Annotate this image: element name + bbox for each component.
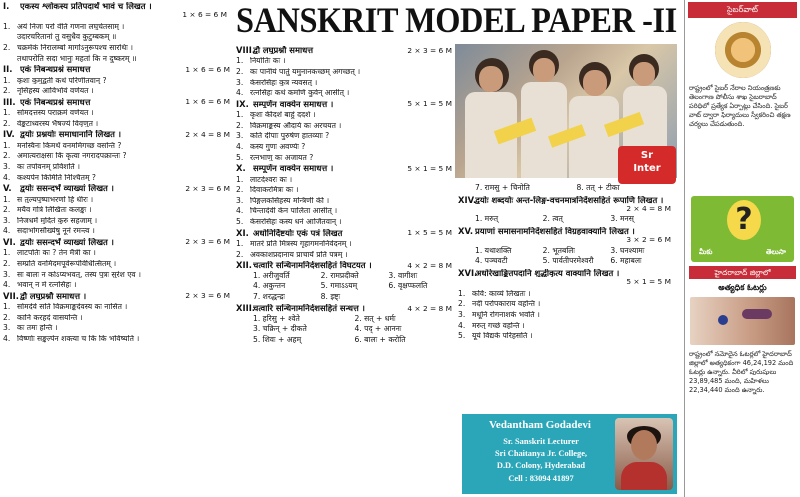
question [0,172,233,183]
q-num: 3. [236,131,244,141]
grid-item: 3. घनश्यामः [610,245,645,255]
sidebar-text: రాష్ట్రంలో సైబర్ నేరాల నియంత్రణకు తెలంగాణ పోలీసు శాఖ సైబరాబాద్ పరిధిలో ప్రత్యేక ఏర్పాట్లు చేసింది. సైబర్ వాట్ ద్వారా ఫిర్యాదులు స్వీకరించి తక్షణ చర్యలు చేపడుతుంది. [689,84,791,128]
section-title: द्वयोः ससन्दर्भं व्याख्यां लिखत । [20,237,114,247]
q-text: सदाभोगसौख्येषु नूनं रमन्त्व । [17,227,95,235]
q-num: 2. [3,151,11,161]
grid-item: 5. शिवः + अहम् [253,334,302,344]
did-you-know-2: తెలుసా [765,248,786,256]
section-number: IX. [236,98,249,109]
question [233,130,455,141]
section-marks: 2 × 3 = 6 M [407,45,452,55]
question [0,161,233,172]
teacher-photo [615,418,673,490]
grid-item: 6. बालः + करोति [354,334,406,344]
grid-item: 5. पार्वतीपरमेश्वरौ [542,256,594,266]
question [0,42,233,53]
q-text: दिवाकरमित्रः कः । [250,186,299,194]
q-num: 2. [3,205,11,215]
question [455,330,677,341]
grid-item: 1. मरुत् [475,214,499,224]
q-text: सः बालः न कोऽप्यभवत्, तस्य पुत्रः सुरेश एव । [17,270,141,279]
q-text: कति दीपाः पुरुषेण हातव्याः ? [250,132,330,140]
q-text: वेङ्कटाध्वरस्य भैषज्यं विवृणुत । [17,119,99,128]
grid-item: 2. रामप्रदीक्ते [320,270,359,280]
q-num: 1. [3,108,11,118]
section-number: IV. [3,129,15,140]
q-num: 2. [3,118,11,128]
q-text: नृसिंहस्य आविर्भावं वर्णयत । [17,87,94,95]
section-marks: 5 × 1 = 5 M [626,277,671,287]
section-7 [0,290,233,301]
question [233,184,455,195]
section-title: प्रयाणां समासनामनिर्देशसहितं विग्रहवाक्यानि लिखत । [475,227,635,236]
section-title: चत्वारि सन्धिनामनिर्दशसहितं विघटयत । [253,261,372,270]
q-num: 4. [236,141,244,151]
section-title: द्वौ लघुप्रश्नौ समाधत्त [253,46,314,55]
word-grid [455,214,677,225]
question [233,77,455,88]
grid-item: 1. यथाशक्ति [475,245,512,255]
q-text: केसरसिंहः कुत्र न्यवसत् । [250,78,318,87]
column-1 [0,0,233,497]
section-number: XI. [236,227,249,238]
q-num: 1. [3,302,11,312]
q-text: कः तपोवनम् प्रविशति । [17,162,81,171]
q-text: मयैव गोत्रे लिखितः कलङ्कः । [17,206,92,214]
q-num: 2. [458,299,466,309]
q-num: 4. [236,88,244,98]
q-text: केसरसिंहः कस्य धनं आर्जितवान् । [250,217,342,226]
question [233,205,455,216]
section-number: X. [236,163,246,174]
q-text: मातरं प्रति मित्रस्य गृहागमननिवेदनम् । [250,239,352,248]
q-num: 1. [236,174,244,184]
q-num: 5. [458,331,466,341]
section-marks: 5 × 1 = 5 M [407,163,452,173]
q-num: 3. [458,310,466,319]
q-text: निर्यातिः कः । [250,57,286,65]
section-title: सम्पूर्णेन वाक्येन समाधत्त । [253,99,334,109]
sandhi-grid [233,314,455,346]
section-11 [233,227,455,238]
grid-item: 4. अकुन्तन [253,281,286,291]
teacher-role: Sr. Sanskrit Lecturer [503,437,579,446]
question [0,269,233,280]
q-text: विक्रमाङ्कस्य औदार्य कः अरचयत । [250,121,342,130]
question [233,238,455,249]
question [0,215,233,226]
q-num: 2. [3,43,11,52]
q-num: 2. [3,312,11,322]
section-marks: 1 × 6 = 6 M [185,97,230,107]
grid-item: 1. हरिसु + श्वेते [253,313,300,323]
section-marks: 2 × 3 = 6 M [185,237,230,247]
q-num: 2. [3,258,11,268]
section-title: अधोनिर्दिष्टयोः एकं पत्रं लिखत [253,228,343,237]
section-number: XIII. [236,303,255,314]
section-number: XII. [236,260,252,271]
question [0,301,233,312]
section-13 [233,302,455,313]
section-marks: 2 × 3 = 6 M [185,183,230,193]
section-number: XV. [458,226,474,236]
q-text: स तुल्यपुष्पाभरणो हि धीरः । [17,195,94,204]
did-you-know-1: మీకు [699,248,713,256]
q-num: 3. [3,215,11,225]
q-text: मनस्विनः किमर्थं वनममिगच्छ वसन्ति ? [17,141,122,150]
q-num: 1. [236,238,244,248]
grid-item: 8. तत् + टीका [576,183,620,192]
question [233,174,455,185]
q-text: विष्णोः सङ्कल्पेन शक्त्या च किं कि भविष्यति । [17,334,140,343]
badge-line-2: Inter [633,163,661,174]
grid-item: 4. पद् + आननः [354,324,402,334]
section-marks: 5 × 1 = 5 M [407,99,452,109]
q-num: 5. [236,152,244,162]
q-num: 1. [3,248,11,258]
q-text: चिन्तादेवी केन पालिता आसीत् । [250,207,338,215]
grid-item: 2. भूतबलिः [542,245,575,255]
teacher-college: Sri Chaitanya Jr. College, [494,449,588,458]
question [233,55,455,66]
q-num: 1. [3,194,11,204]
q-text: सम्प्रति वनमिदमपूर्वरूपंविधित्सितम् । [17,259,117,268]
section-marks: 2 × 4 = 8 M [185,129,230,139]
samasa-grid [455,246,677,267]
q-num: 1. [458,288,466,298]
q-text: कस्य गुणः अवर्ण्यः ? [250,142,306,151]
section-title: एकं निबन्धप्रश्नं समाधत्त [20,65,91,74]
q-num: 1. [3,21,11,31]
teacher-address: D.D. Colony, Hyderabad [496,461,586,470]
section-12 [233,259,455,270]
q-text: रत्नभाणु कः अजायत ? [250,153,314,162]
hyderabad-head: హైదరాబాద్ జిల్లాలో [689,266,796,279]
q-text: कवि: काव्यं लिखतः । [472,289,531,298]
section-title: अधोरेखाङ्कितपदानि शुद्धीकृत्य वाक्यानि लिखत । [475,269,620,278]
q-text: रत्नसिंहः कथं कमणि कुर्वन् आसीत् । [250,89,350,97]
grid-item: 2. सत् + धर्मः [354,313,396,323]
q-text: नदी परोपकाराय वहन्ति । [472,300,541,308]
q-num: 1. [3,75,11,85]
grid-item: 5. गमाऽऽयम् [320,281,358,291]
section-marks: 1 × 6 = 6 M [182,10,227,20]
q-text: कश्यपेन किमिति निश्चितम् ? [17,173,96,182]
q-text: कः तमः हन्ति । [17,324,58,332]
question [455,309,677,320]
question [455,288,677,299]
question [0,225,233,236]
q-num: 3. [3,269,11,279]
section-number: II. [3,64,13,75]
q-text: यूयं विद्यके परिहसति । [472,332,533,340]
q-num: 1. [236,110,244,120]
q-text: कानि करहदं वासयन्ति । [17,313,83,322]
question [0,333,233,344]
q-num: 4. [458,320,466,330]
section-number: VIII. [236,45,256,55]
question [0,312,233,323]
sidebar-text-2: రాష్ట్రంలో నమోదైన ఓటర్లలో హైదరాబాద్ జిల్లాలో అత్యధికంగా 46,24,192 మంది ఓటర్లు ఉన్నారు. వీరిలో పురుషులు 23,89,485 మంది, మహిళలు 22,34,440 మంది ఉన్నారు. [689,350,794,394]
q-num: 2. [236,249,244,259]
section-number: VI. [3,236,16,247]
q-text: सोमदत्तस्य पराक्रमं वर्णयत । [17,109,94,117]
grid-item: 3. मनस् [610,214,634,224]
q-text: भवान् न मे रत्नसिंहः । [17,281,77,289]
grid-item: 3. वागीशः [388,270,418,280]
q-num: 4. [3,226,11,236]
sidebar [684,0,800,497]
question [233,120,455,131]
q-num: 3. [3,161,11,171]
question [0,258,233,269]
question [233,249,455,260]
question [0,204,233,215]
question [233,87,455,98]
question [0,21,233,32]
section-marks: 2 × 3 = 6 M [185,291,230,301]
section-marks: 4 × 2 = 8 M [407,260,452,270]
page-title: SANSKRIT MODEL PAPER -II [236,0,677,40]
section-title: द्वयोः शब्दयोः अन्त-लिङ्ग-वचनमात्रनिर्देशसहितं रूपाणि लिखत । [475,195,664,204]
sandhi-grid [233,271,455,303]
section-number: XIV. [458,194,477,205]
grid-item: 6. वृक्षप्फलति [388,281,428,291]
section-number: VII. [3,290,19,301]
section-marks: 4 × 2 = 8 M [407,303,452,313]
grid-item: 3. चक्रिन् + दीकते [253,324,307,334]
question [0,118,233,129]
question [0,150,233,161]
did-you-know-box [691,196,794,262]
q-text: कृशः कुमुद्वतीं कथं परिणीतवान् ? [17,76,107,85]
section-6 [0,236,233,247]
q-num: 4. [3,172,11,182]
sandhi-grid-tail [455,180,677,194]
teacher-name: Vedantham Godadevi [489,419,591,431]
q-text: पिङ्गलकसिंहस्य मन्त्रिणी की । [250,196,330,205]
q-num: 4. [236,206,244,216]
teacher-box [462,414,677,494]
grid-item: 6. महाबलः [610,256,642,266]
section-marks: 2 × 4 = 8 M [626,204,671,213]
question [233,141,455,152]
question [455,298,677,309]
section-10 [233,162,455,173]
section-title: एकस्य श्लोकस्य प्रतिपदार्थं भावं च लिखत । [20,2,152,11]
section-number: V. [3,183,12,194]
section-title: एकं निबन्धप्रश्नं समाधत्त [20,97,91,107]
section-title: सम्पूर्णेन वाक्येन समाधत्त । [253,164,334,173]
section-5 [0,182,233,193]
question [0,75,233,86]
q-text: लाटदेश्वरः कः । [250,175,293,184]
question-cont: तथापरोति सदा भानुः महतां कि न दुष्करम् ॥ [17,53,137,63]
section-number: I. [3,1,10,11]
q-text: कृशः कीदशं बाहुं ददर्श । [250,111,316,119]
sr-inter-badge [618,146,676,184]
section-4 [0,128,233,139]
section-8 [233,44,455,55]
q-num: 1. [236,56,244,66]
q-text: लाटपतिः कः ? तेन मैत्री का । [17,249,96,257]
section-marks: 1 × 5 = 5 M [407,228,452,238]
section-3 [0,96,233,107]
section-title: द्वौ लघुप्रश्नौ समाधत्त । [20,291,87,301]
section-9 [233,98,455,109]
section-title: चत्वारि सन्धिनामनिर्दशसहितं सन्धत्त । [253,304,365,313]
q-num: 2. [236,185,244,195]
section-marks: 1 × 6 = 6 M [185,64,230,74]
q-num: 2. [236,67,244,76]
q-num: 3. [236,195,244,205]
badge-line-1: Sr [640,150,654,161]
section-title: द्वयोः ससन्दर्भं व्याख्यां लिखत । [20,184,114,193]
q-num: 4. [3,280,11,290]
teacher-phone: Cell : 83094 41897 [508,474,574,483]
q-num: 2. [236,120,244,130]
q-num: 1. [3,140,11,150]
q-num: 4. [3,333,11,343]
q-text: चक्रमेकं निरालम्बो मार्गोऽनुरूपश्च सारथिः । [17,44,134,52]
question [233,109,455,120]
question [0,140,233,151]
question [0,322,233,333]
police-seal-image [715,22,771,78]
hyderabad-subhead: అత్యధిక ఓటర్లు [718,283,767,293]
voting-hand-image [690,297,795,345]
q-num: 3. [236,77,244,87]
section-number: III. [3,96,16,107]
section-marks: 3 × 2 = 6 M [626,235,671,245]
question [0,107,233,118]
grid-item: 8. इष्ट्ः [320,291,341,301]
grid-item: 7. रामसु + चिनोति [475,183,530,192]
q-num: 3. [3,323,11,333]
q-text: मधूनि रोगनाशकं भवति । [472,311,540,319]
question [0,194,233,205]
question [233,195,455,206]
q-text: सोमदेवे सति विक्रमाङ्कदेवस्य कः नासित । [17,303,128,311]
section-number: XVI. [458,268,478,278]
grid-item: 1. अरीजुवर्ति [253,270,290,280]
question [233,66,455,77]
grid-item: 7. शरद्धन्द्रः [253,291,285,301]
question [455,320,677,331]
section-2 [0,63,233,74]
q-text: अयं निजः परो वेति गणना लघुचेतसाम् । [17,22,125,31]
q-text: अमात्यराक्षसः किं कृत्वा नगरादपक्रान्तः ? [17,152,127,160]
sidebar-head: సైబర్‌వాట్ [688,2,797,18]
q-text: निजधर्मं मुदितं कुरु सहजाम् । [17,216,98,225]
grid-item: 2. त्वत् [542,214,563,224]
question-mark-icon: ? [727,200,761,240]
question [0,247,233,258]
section-title: द्वयोः प्रश्नयोः समाधानानि लिखत । [20,130,122,139]
q-num: 5. [236,216,244,226]
q-text: अवकाशप्रदानाय प्राचार्यं प्रति पत्रम् । [250,250,348,259]
question [233,216,455,227]
question [0,279,233,290]
question-cont: उदारचरितानां तु वसुधैव कुटुम्बकम् ॥ [17,32,117,42]
q-text: मरुत् गच्छं वहन्ति । [472,321,525,330]
column-2 [233,44,455,497]
q-text: कः पानीयं पातुं यमुनानकच्छम् अगच्छत् । [250,68,361,76]
question [0,85,233,96]
question [233,152,455,163]
q-num: 2. [3,86,11,96]
grid-item: 4. पञ्चवटी [475,256,508,266]
